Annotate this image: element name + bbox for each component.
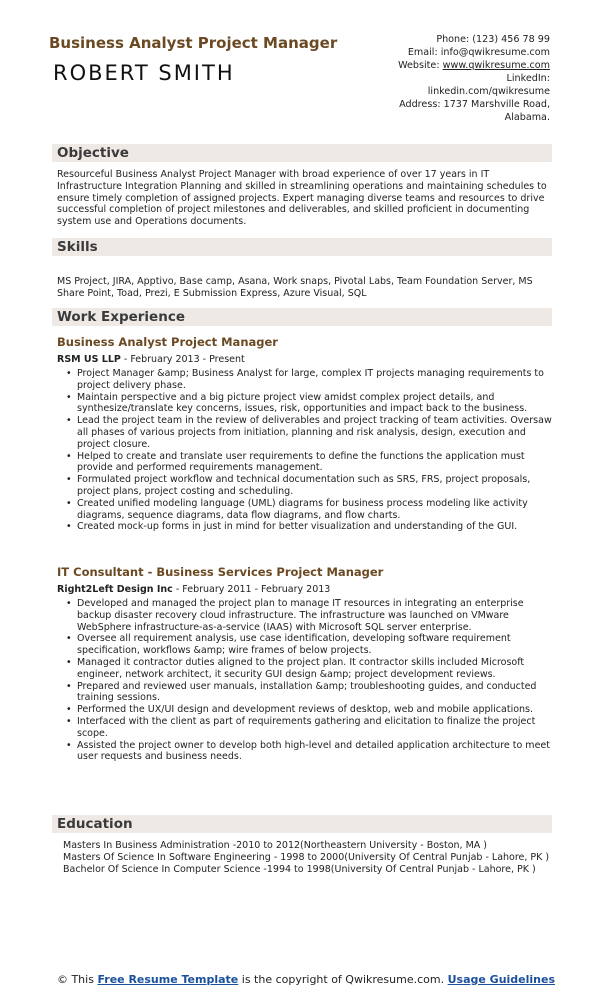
website-link[interactable]: www.qwikresume.com [442,60,550,71]
objective-heading-bar [52,144,552,162]
company-name: Right2Left Design Inc [57,584,173,595]
bullet-item: • Developed and managed the project plan to manage IT resources in integrating an enterprise backup disaster recovery cloud infrastructure. The infrastructure was launched on VMware WebSphere infrastructure-as-a-service (IAAS) with Microsoft SQL server enterprise. [66,598,524,633]
job-entry [57,335,552,533]
job-dates: - February 2011 - February 2013 [172,584,331,595]
job-title: IT Consultant - Business Services Project Manager [57,565,384,579]
website-label: Website: [398,60,443,71]
education-list [63,840,553,875]
education-entry: Masters In Business Administration -2010 to 2012(Northeastern University - Boston, MA ) [63,840,487,851]
free-resume-template-link[interactable]: Free Resume Template [97,973,239,986]
bullet-item: • Prepared and reviewed user manuals, installation &amp; troubleshooting guides, and conducted training sessions. [66,680,537,704]
contact-block [320,33,550,124]
job-title: Business Analyst Project Manager [57,335,278,349]
bullet-item: • Project Manager &amp; Business Analyst for large, complex IT projects managing requirements to project delivery phase. [66,368,544,391]
linkedin-label: LinkedIn: [506,73,550,84]
bullet-item: • Oversee all requirement analysis, use case identification, developing software requirement specification, workflows &amp; wire frames of below projects. [66,633,511,657]
company-name: RSM US LLP [57,354,121,365]
bullet-item: • Managed it contractor duties aligned to the project plan. It contractor skills included Microsoft engineer, network architect, it security GUI design &amp; project development reviews. [66,656,525,680]
job-bullets [57,368,552,533]
resume-job-title: Business Analyst Project Manager [49,34,338,52]
experience-heading: Work Experience [57,309,185,325]
candidate-name: ROBERT SMITH [53,61,235,85]
bullet-item: • Assisted the project owner to develop both high-level and detailed application architecture to meet user requests and business needs. [66,739,550,763]
objective-heading: Objective [57,145,129,161]
bullet-item: • Formulated project workflow and technical documentation such as SRS, FRS, project proposals, project plans, project costing and scheduling. [66,474,531,497]
website [320,59,550,72]
address-line-1: Address: 1737 Marshville Road, [399,99,550,110]
education-entry: Masters Of Science In Software Engineering - 1998 to 2000(University Of Central Punjab - Lahore, PK ) [63,851,550,863]
footer-middle: is the copyright of Qwikresume.com. [238,973,448,986]
phone: Phone: (123) 456 78 99 [436,34,550,45]
footer [40,973,572,987]
job-employer [57,353,552,366]
address-line-2: Alabama. [504,112,550,123]
education-heading: Education [57,816,133,832]
linkedin-value: linkedin.com/qwikresume [427,86,550,97]
job-dates: - February 2013 - Present [120,354,245,365]
bullet-item: • Performed the UX/UI design and development reviews of desktop, web and mobile applications. [66,704,534,716]
email: Email: info@qwikresume.com [407,47,550,58]
skills-text: MS Project, JIRA, Apptivo, Base camp, Asana, Work snaps, Pivotal Labs, Team Foundation Server, MS Share Point, Toad, Prezi, E Submission Express, Azure Visual, SQL [57,276,533,299]
experience-heading-bar [52,308,552,326]
bullet-item: • Created mock-up forms in just in mind for better visualization and understanding of the GUI. [66,521,518,533]
bullet-item: • Interfaced with the client as part of requirements gathering and elicitation to finalize the project scope. [66,715,536,739]
skills-heading: Skills [57,239,98,255]
bullet-item: • Maintain perspective and a big picture project view amidst complex project details, and synthesize/translate key concerns, issues, risk, opportunities and impact back to the business. [66,391,528,415]
job-bullets [57,598,552,763]
usage-guidelines-link[interactable]: Usage Guidelines [447,973,556,986]
bullet-item: • Created unified modeling language (UML) diagrams for business process modeling like activity diagrams, sequence diagrams, data flow diagrams, and flow charts. [66,497,528,521]
education-heading-bar [52,815,552,833]
job-employer [57,583,552,596]
job-entry [57,565,552,763]
skills-heading-bar [52,238,552,256]
bullet-item: • Helped to create and translate user requirements to define the functions the application must provide and performed requirements management. [66,450,525,474]
education-entry: Bachelor Of Science In Computer Science -1994 to 1998(University Of Central Punjab - Lahore, PK ) [63,863,536,875]
footer-prefix: © This [56,973,98,986]
bullet-item: • Lead the project team in the review of deliverables and project tracking of team activities. Oversaw all phases of various projects from initiation, planning and risk analysis, design, execution and project closure. [66,415,552,450]
objective-text: Resourceful Business Analyst Project Manager with broad experience of over 17 years in IT Infrastructure Integration Planning and skilled in streamlining operations and maintaining schedules to ensure timely completion of assigned projects. Expert managing diverse teams and resources to drive successful completion of project milestones and deliverables, and skilled proficient in documenting system use and Operations documents. [57,169,547,228]
